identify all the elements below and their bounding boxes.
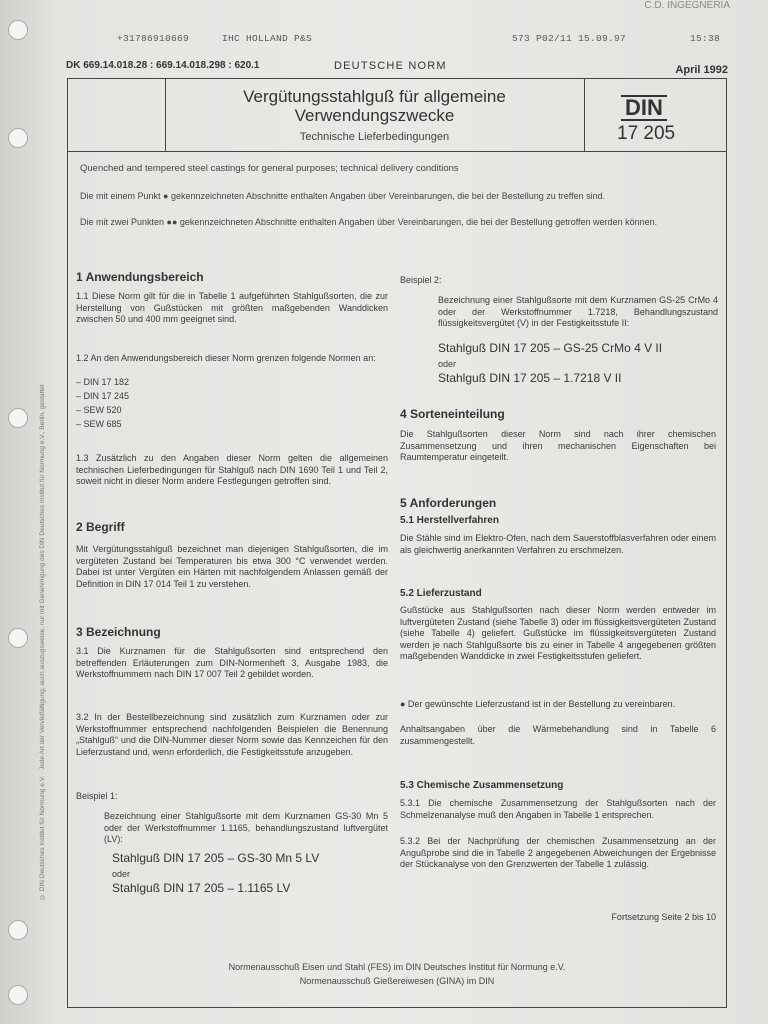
section-5-1-heading: 5.1 Herstellverfahren (400, 515, 499, 526)
left-column (76, 79, 390, 1007)
section-5-2-text: Gußstücke aus Stahlgußsorten nach dieser Norm werden entweder im luftvergüteten Zustand (siehe Tabelle 3) oder im flüssigkeitsvergüteten Zustand (siehe Tabelle 4) geliefert. Gußstücke im flüssigkeitsvergüteten Zustand werden je nach Stahlgußsorte bis zu einer in Tabelle 4 angegebenen größten maßgebenden Wanddicke in zwei Festigkeitsstufen geliefert. (400, 605, 716, 661)
section-5-3-2: 5.3.2 Bei der Nachprüfung der chemischen Zusammensetzung an der Angußprobe sind die in Tabelle 2 angegebenen Abweichungen der Ergebnisse der Stückanalyse von den Grenzwerten der Tabelle 1 zulässig. (400, 836, 716, 869)
example-1-label: Beispiel 1: (76, 791, 118, 801)
section-1-3: 1.3 Zusätzlich zu den Angaben dieser Norm gelten die allgemeinen technischen Lieferbedingungen für Stahlguß nach DIN 1690 Teil 1 und Teil 2, soweit nicht in dieser Norm andere Festlegungen getroffen sind. (76, 453, 388, 486)
norm-item: – DIN 17 182 (76, 377, 130, 387)
issue-date: April 1992 (675, 64, 728, 76)
example-1-designation-1: Stahlguß DIN 17 205 – GS-30 Mn 5 LV (112, 851, 320, 865)
norm-label: DEUTSCHE NORM (334, 60, 447, 72)
section-4-text: Die Stahlgußsorten dieser Norm sind nach ihrer chemischen Zusammensetzung und ihren mechanischen Eigenschaften bei Raumtemperatur eingeteilt. (400, 429, 716, 462)
fax-time: 15:38 (690, 33, 721, 44)
section-5-heading: 5 Anforderungen (400, 496, 497, 510)
example-1-designation-2: Stahlguß DIN 17 205 – 1.1165 LV (112, 881, 291, 895)
example-2-text: Bezeichnung einer Stahlgußsorte mit dem Kurznamen GS-25 CrMo 4 oder der Werkstoffnummer 1.7218, Behandlungszustand flüssigkeitsvergütet (V) in der Festigkeitsstufe II: (438, 295, 718, 328)
section-3-heading: 3 Bezeichnung (76, 625, 161, 639)
section-2-text: Mit Vergütungsstahlguß bezeichnet man diejenigen Stahlgußsorten, die im vergüteten Zustand bei Temperaturen bis etwa 300 °C verwendet werden. Dabei ist unter Vergüten ein Härten mit nachfolgendem Anlassen gemäß der Definition in DIN 17 014 Teil 1 zu verstehen. (76, 544, 388, 589)
section-5-2-heat-treatment: Anhaltsangaben über die Wärmebehandlung sind in Tabelle 6 zusammengestellt. (400, 724, 716, 746)
fax-number: +31786910669 (117, 33, 190, 44)
example-1-or: oder (112, 869, 131, 879)
din-number: 17 205 (617, 123, 676, 144)
intro-one-dot: Die mit einem Punkt ● gekennzeichneten Abschnitte enthalten Angaben über Vereinbarungen, die bei der Bestellung zu treffen sind. (80, 191, 606, 201)
punch-hole (8, 628, 28, 648)
fax-company: IHC HOLLAND P&S (222, 33, 313, 44)
section-5-3-heading: 5.3 Chemische Zusammensetzung (400, 780, 564, 791)
document-frame (67, 78, 727, 1008)
punch-hole (8, 20, 28, 40)
punch-hole (8, 985, 28, 1005)
document-subtitle: Technische Lieferbedingungen (299, 131, 450, 143)
section-4-heading: 4 Sorteneinteilung (400, 407, 505, 421)
section-2-heading: 2 Begriff (76, 520, 125, 534)
title-line-1: Vergütungsstahlguß für allgemeine (243, 87, 506, 106)
right-column (400, 79, 718, 1007)
dk-classification: DK 669.14.018.28 : 669.14.018.298 : 620.1 (66, 60, 260, 71)
fax-page-info: 573 P02/11 15.09.97 (512, 33, 627, 44)
section-5-2-agreement: ● Der gewünschte Lieferzustand ist in der Bestellung zu vereinbaren. (400, 699, 676, 709)
section-3-1: 3.1 Die Kurznamen für die Stahlgußsorten sind entsprechend den betreffenden Erläuterungen zum DIN-Normenheft 3, Ausgabe 1983, die Werkstoffnummern nach DIN 17 007 Teil 2 gebildet worden. (76, 646, 388, 679)
title-line-2: Verwendungszwecke (294, 106, 455, 125)
example-1-text: Bezeichnung einer Stahlgußsorte mit dem Kurznamen GS-30 Mn 5 oder der Werkstoffnummer 1.1165, behandlungszustand luftvergütet (LV): (104, 811, 388, 844)
copyright-side-text: © DIN Deutsches Institut für Normung e.V. · Jede Art der Vervielfältigung, auch auszugsweise, nur mit Genehmigung des DIN Deutsches Institut für Normung e.V., Berlin, gestattet (39, 384, 46, 900)
section-5-2-heading: 5.2 Lieferzustand (400, 588, 482, 599)
continued-note: Fortsetzung Seite 2 bis 10 (611, 912, 716, 922)
norm-item: – SEW 685 (76, 419, 122, 429)
punch-hole (8, 128, 28, 148)
section-3-2: 3.2 In der Bestellbezeichnung sind zusätzlich zum Kurznamen oder zur Werkstoffnummer entsprechend nachfolgenden Beispielen die Benennung „Stahlguß“ und die DIN-Nummer dieser Norm sowie das Kennzeichen für den Lieferzustand und, wenn erforderlich, die Festigkeitsstufe anzugeben. (76, 712, 388, 757)
norm-item: – DIN 17 245 (76, 391, 130, 401)
footer-line-2: Normenausschuß Gießereiwesen (GINA) im DIN (299, 976, 495, 986)
section-1-1: 1.1 Diese Norm gilt für die in Tabelle 1 aufgeführten Stahlgußsorten, die zur Herstellung von Gußstücken mit größten maßgebenden Wanddicken zwischen 50 und 400 mm geeignet sind. (76, 291, 388, 324)
section-1-heading: 1 Anwendungsbereich (76, 270, 204, 284)
top-stamp: C.D. INGEGNERIA (644, 0, 730, 11)
din-logo: DIN (621, 95, 667, 121)
punch-hole (8, 920, 28, 940)
example-2-designation-2: Stahlguß DIN 17 205 – 1.7218 V II (438, 371, 622, 385)
section-5-3-1: 5.3.1 Die chemische Zusammensetzung der Stahlgußsorten nach der Schmelzenanalyse muß den Angaben in Tabelle 1 entsprechen. (400, 798, 716, 820)
punch-hole (8, 408, 28, 428)
section-1-2: 1.2 An den Anwendungsbereich dieser Norm grenzen folgende Normen an: (76, 353, 376, 363)
english-title: Quenched and tempered steel castings for general purposes; technical delivery conditions (80, 163, 459, 174)
intro-two-dots: Die mit zwei Punkten ●● gekennzeichneten Abschnitte enthalten Angaben über Vereinbarungen, die bei der Bestellung getroffen werden können. (80, 217, 658, 227)
example-2-designation-1: Stahlguß DIN 17 205 – GS-25 CrMo 4 V II (438, 341, 663, 355)
section-5-1-text: Die Stähle sind im Elektro-Ofen, nach dem Sauerstoffblasverfahren oder einem als gleichwertig anerkannten Verfahren zu erschmelzen. (400, 533, 716, 555)
footer-line-1: Normenausschuß Eisen und Stahl (FES) im DIN Deutsches Institut für Normung e.V. (228, 962, 566, 972)
norm-item: – SEW 520 (76, 405, 122, 415)
example-2-label: Beispiel 2: (400, 275, 442, 285)
example-2-or: oder (438, 359, 457, 369)
